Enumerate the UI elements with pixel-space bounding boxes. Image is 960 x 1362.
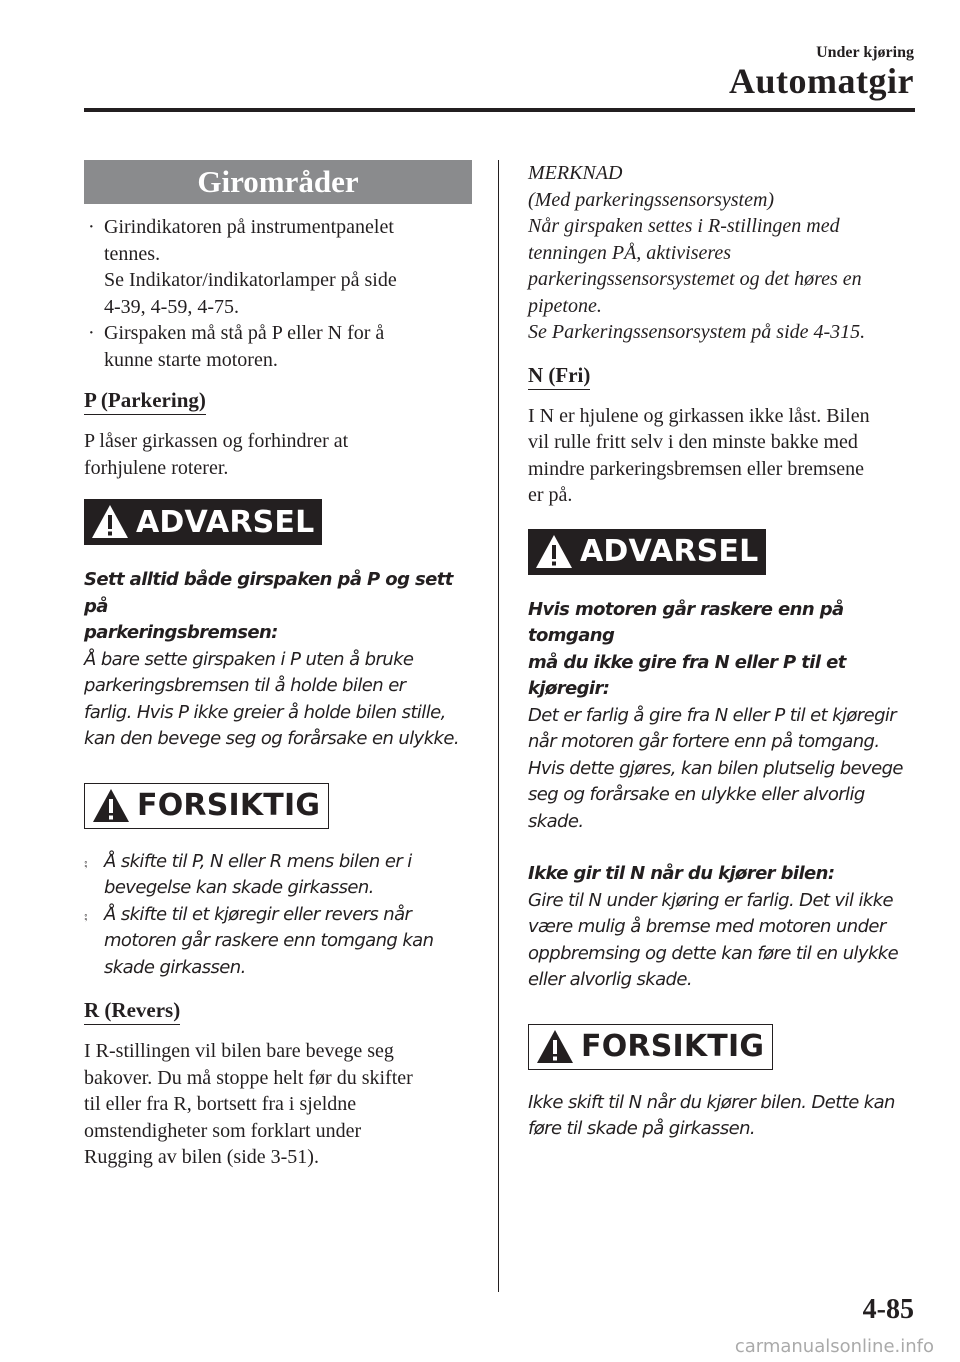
- text-line: kan den bevege seg og forårsake en ulykke.: [84, 728, 459, 749]
- text-line: parkeringssensorsystemet og det høres en: [528, 268, 862, 290]
- text-line: parkeringsbremsen til å holde bilen er: [84, 675, 406, 696]
- text-line: bakover. Du må stoppe helt før du skifter: [84, 1066, 413, 1089]
- cross-reference-pages: 4-39, 4-59, 4-75.: [104, 295, 239, 318]
- caution-text: [528, 1090, 918, 1143]
- text-line: Gire til N under kjøring er farlig. Det vil ikke: [528, 889, 893, 911]
- text-line: vil rulle fritt selv i den minste bakke med: [528, 431, 858, 453]
- caution-label: FORSIKTIG: [137, 788, 321, 823]
- warning-triangle-icon: [534, 532, 574, 572]
- warning-label: ADVARSEL: [580, 534, 759, 569]
- watermark: carmanualsonline.info: [734, 1336, 934, 1357]
- text-line: når motoren går fortere enn på tomgang.: [528, 731, 880, 752]
- warning-heading: Hvis motoren går raskere enn på tomgang: [528, 598, 844, 646]
- caution-badge: [84, 783, 329, 829]
- list-item: [84, 320, 472, 373]
- text-line: I R-stillingen vil bilen bare bevege seg: [84, 1040, 394, 1062]
- text-line: til eller fra R, bortsett fra i sjeldne: [84, 1093, 357, 1115]
- text-line: Å bare sette girspaken i P uten å bruke: [84, 648, 414, 670]
- caution-label: FORSIKTIG: [581, 1029, 765, 1064]
- text-line: seg og forårsake en ulykke eller alvorlig: [528, 784, 865, 805]
- warning-text-2: [528, 861, 918, 994]
- text-line: mindre parkeringsbremsen eller bremsene: [528, 457, 864, 480]
- bullet-list: [84, 214, 472, 373]
- text-line: omstendigheter som forklart under: [84, 1119, 362, 1142]
- running-header-title: Automatgir: [729, 61, 914, 101]
- text-line: skade girkassen.: [104, 956, 246, 978]
- text-line: eller alvorlig skade.: [528, 969, 692, 990]
- text-line: skade.: [528, 810, 584, 832]
- text-line: Girindikatoren på instrumentpanelet: [104, 216, 394, 238]
- bullet-dot: ·: [88, 322, 95, 344]
- text-line: oppbremsing og dette kan føre til en ulykke: [528, 942, 899, 964]
- note-subheading: (Med parkeringssensorsystem): [528, 188, 775, 211]
- arrow-bullet-icon: ⨾: [84, 850, 87, 872]
- text-line: pipetone.: [528, 294, 602, 317]
- section-title: Girområder: [84, 160, 472, 204]
- running-header-subtitle: Under kjøring: [816, 44, 914, 61]
- caution-triangle-icon: [535, 1027, 575, 1067]
- text-line: Det er farlig å gire fra N eller P til et kjøregir: [528, 704, 897, 726]
- list-item: [84, 214, 472, 320]
- list-item: [84, 849, 472, 902]
- text-line: være mulig å bremse med motoren under: [528, 916, 886, 937]
- text-line: Girspaken må stå på P eller N for å: [104, 322, 385, 344]
- warning-badge: [84, 499, 322, 545]
- caution-triangle-icon: [91, 786, 131, 826]
- subheading-n-fri: N (Fri): [528, 362, 590, 390]
- text-line: farlig. Hvis P ikke greier å holde bilen stille,: [84, 701, 446, 723]
- text-line: Hvis dette gjøres, kan bilen plutselig bevege: [528, 757, 903, 779]
- merknad-note: [528, 160, 918, 346]
- warning-text-1: [528, 597, 918, 836]
- text-line: motoren går raskere enn tomgang kan: [104, 930, 434, 951]
- warning-badge: [528, 529, 766, 575]
- warning-heading: må du ikke gire fra N eller P til et kjøregir:: [528, 651, 846, 699]
- text-line: I N er hjulene og girkassen ikke låst. Bilen: [528, 404, 870, 427]
- text-line: forhjulene roterer.: [84, 456, 229, 479]
- note-heading: MERKNAD: [528, 162, 623, 184]
- page-number: 4-85: [862, 1294, 914, 1325]
- text-line: Rugging av bilen (side 3-51).: [84, 1146, 319, 1168]
- paragraph-n: [528, 403, 918, 509]
- subheading-r-revers: R (Revers): [84, 997, 180, 1025]
- caution-list: [84, 849, 472, 982]
- text-line: Å skifte til et kjøregir eller revers når: [104, 903, 412, 925]
- column-divider: [498, 160, 499, 1292]
- right-column: [528, 160, 918, 1143]
- text-line: tennes.: [104, 242, 161, 265]
- text-line: føre til skade på girkassen.: [528, 1118, 756, 1139]
- text-line: er på.: [528, 484, 573, 506]
- paragraph-r: [84, 1038, 472, 1171]
- list-item: [84, 902, 472, 982]
- bullet-dot: ·: [88, 216, 95, 238]
- text-line: Når girspaken settes i R-stillingen med: [528, 215, 840, 237]
- text-line: tenningen PÅ, aktiviseres: [528, 241, 732, 264]
- warning-heading: Ikke gir til N når du kjører bilen:: [528, 863, 835, 884]
- warning-heading: Sett alltid både girspaken på P og sett på: [84, 569, 453, 617]
- text-line: Ikke skift til N når du kjører bilen. Dette kan: [528, 1091, 895, 1113]
- left-column: [84, 160, 472, 1171]
- warning-triangle-icon: [90, 502, 130, 542]
- text-line: P låser girkassen og forhindrer at: [84, 430, 349, 452]
- arrow-bullet-icon: ⨾: [84, 903, 87, 925]
- subheading-p-parkering: P (Parkering): [84, 387, 206, 415]
- text-line: kunne starte motoren.: [104, 348, 278, 371]
- text-line: Å skifte til P, N eller R mens bilen er i: [104, 850, 412, 872]
- header-rule: [84, 108, 915, 112]
- cross-reference: Se Parkeringssensorsystem på side 4-315.: [528, 321, 866, 343]
- warning-label: ADVARSEL: [136, 504, 315, 540]
- warning-heading: parkeringsbremsen:: [84, 622, 278, 643]
- paragraph-p: [84, 428, 472, 481]
- text-line: bevegelse kan skade girkassen.: [104, 877, 374, 898]
- caution-badge: [528, 1024, 773, 1070]
- warning-text: [84, 567, 472, 753]
- cross-reference: Se Indikator/indikatorlamper på side: [104, 269, 397, 291]
